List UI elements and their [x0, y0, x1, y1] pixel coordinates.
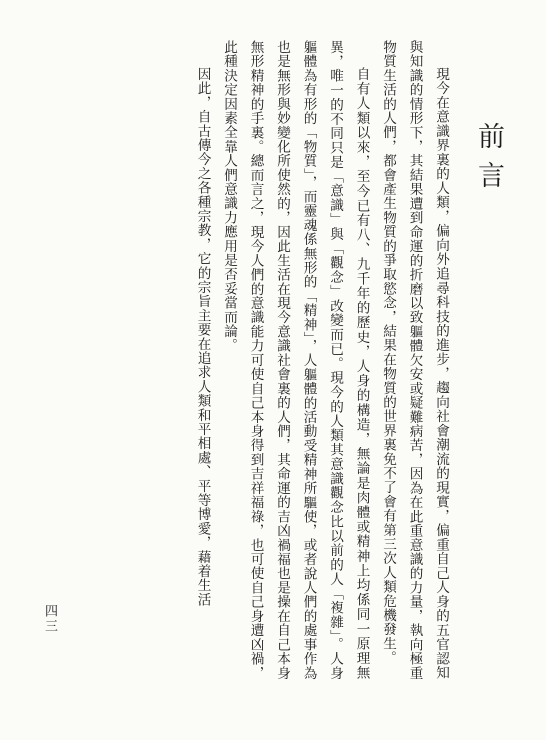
paragraph-1: 現今在意識界裏的人類，偏向外追尋科技的進步，趨向社會潮流的現實，偏重自己人身的五官認知與知識的情形下，其結果遭到命運的折磨以致軀體欠安或疑難病苦，因為在此重意識的力量，執向極重物質生活的人們，都會產生物質的爭取慾念，結果在物質的世界裏免不了會有第三次人類危機發生。 [380, 40, 449, 680]
page-number: 四三 [42, 604, 57, 634]
page-title: 前言 [473, 122, 504, 200]
vertical-text-body [96, 40, 508, 680]
paragraph-2: 自有人類以來，至今已有八、九千年的歷史，人身的構造，無論是肉體或精神上均係同一原理無異，唯一的不同只是「意識」與「觀念」改變而已。現今的人類其意識觀念比以前的人「複雜」。人身軀體為有形的「物質」，而靈魂係無形的「精神」，人軀體的活動受精神所驅使，或者說人們的處事作為也是無形與妙變化所使然的，因此生活在現今意識社會裏的人們，其命運的吉凶禍福也是操在自己本身無形精神的手裏。總而言之，現今人們的意識能力可使自己本身得到吉祥福祿，也可使自己身遭凶禍，此種決定因素全靠人們意識力應用是否妥當而論。 [221, 40, 370, 680]
paragraph-3: 因此，自古傳今之各種宗教，它的宗旨主要在追求人類和平相處、平等博愛，藉着生活 [194, 67, 211, 607]
